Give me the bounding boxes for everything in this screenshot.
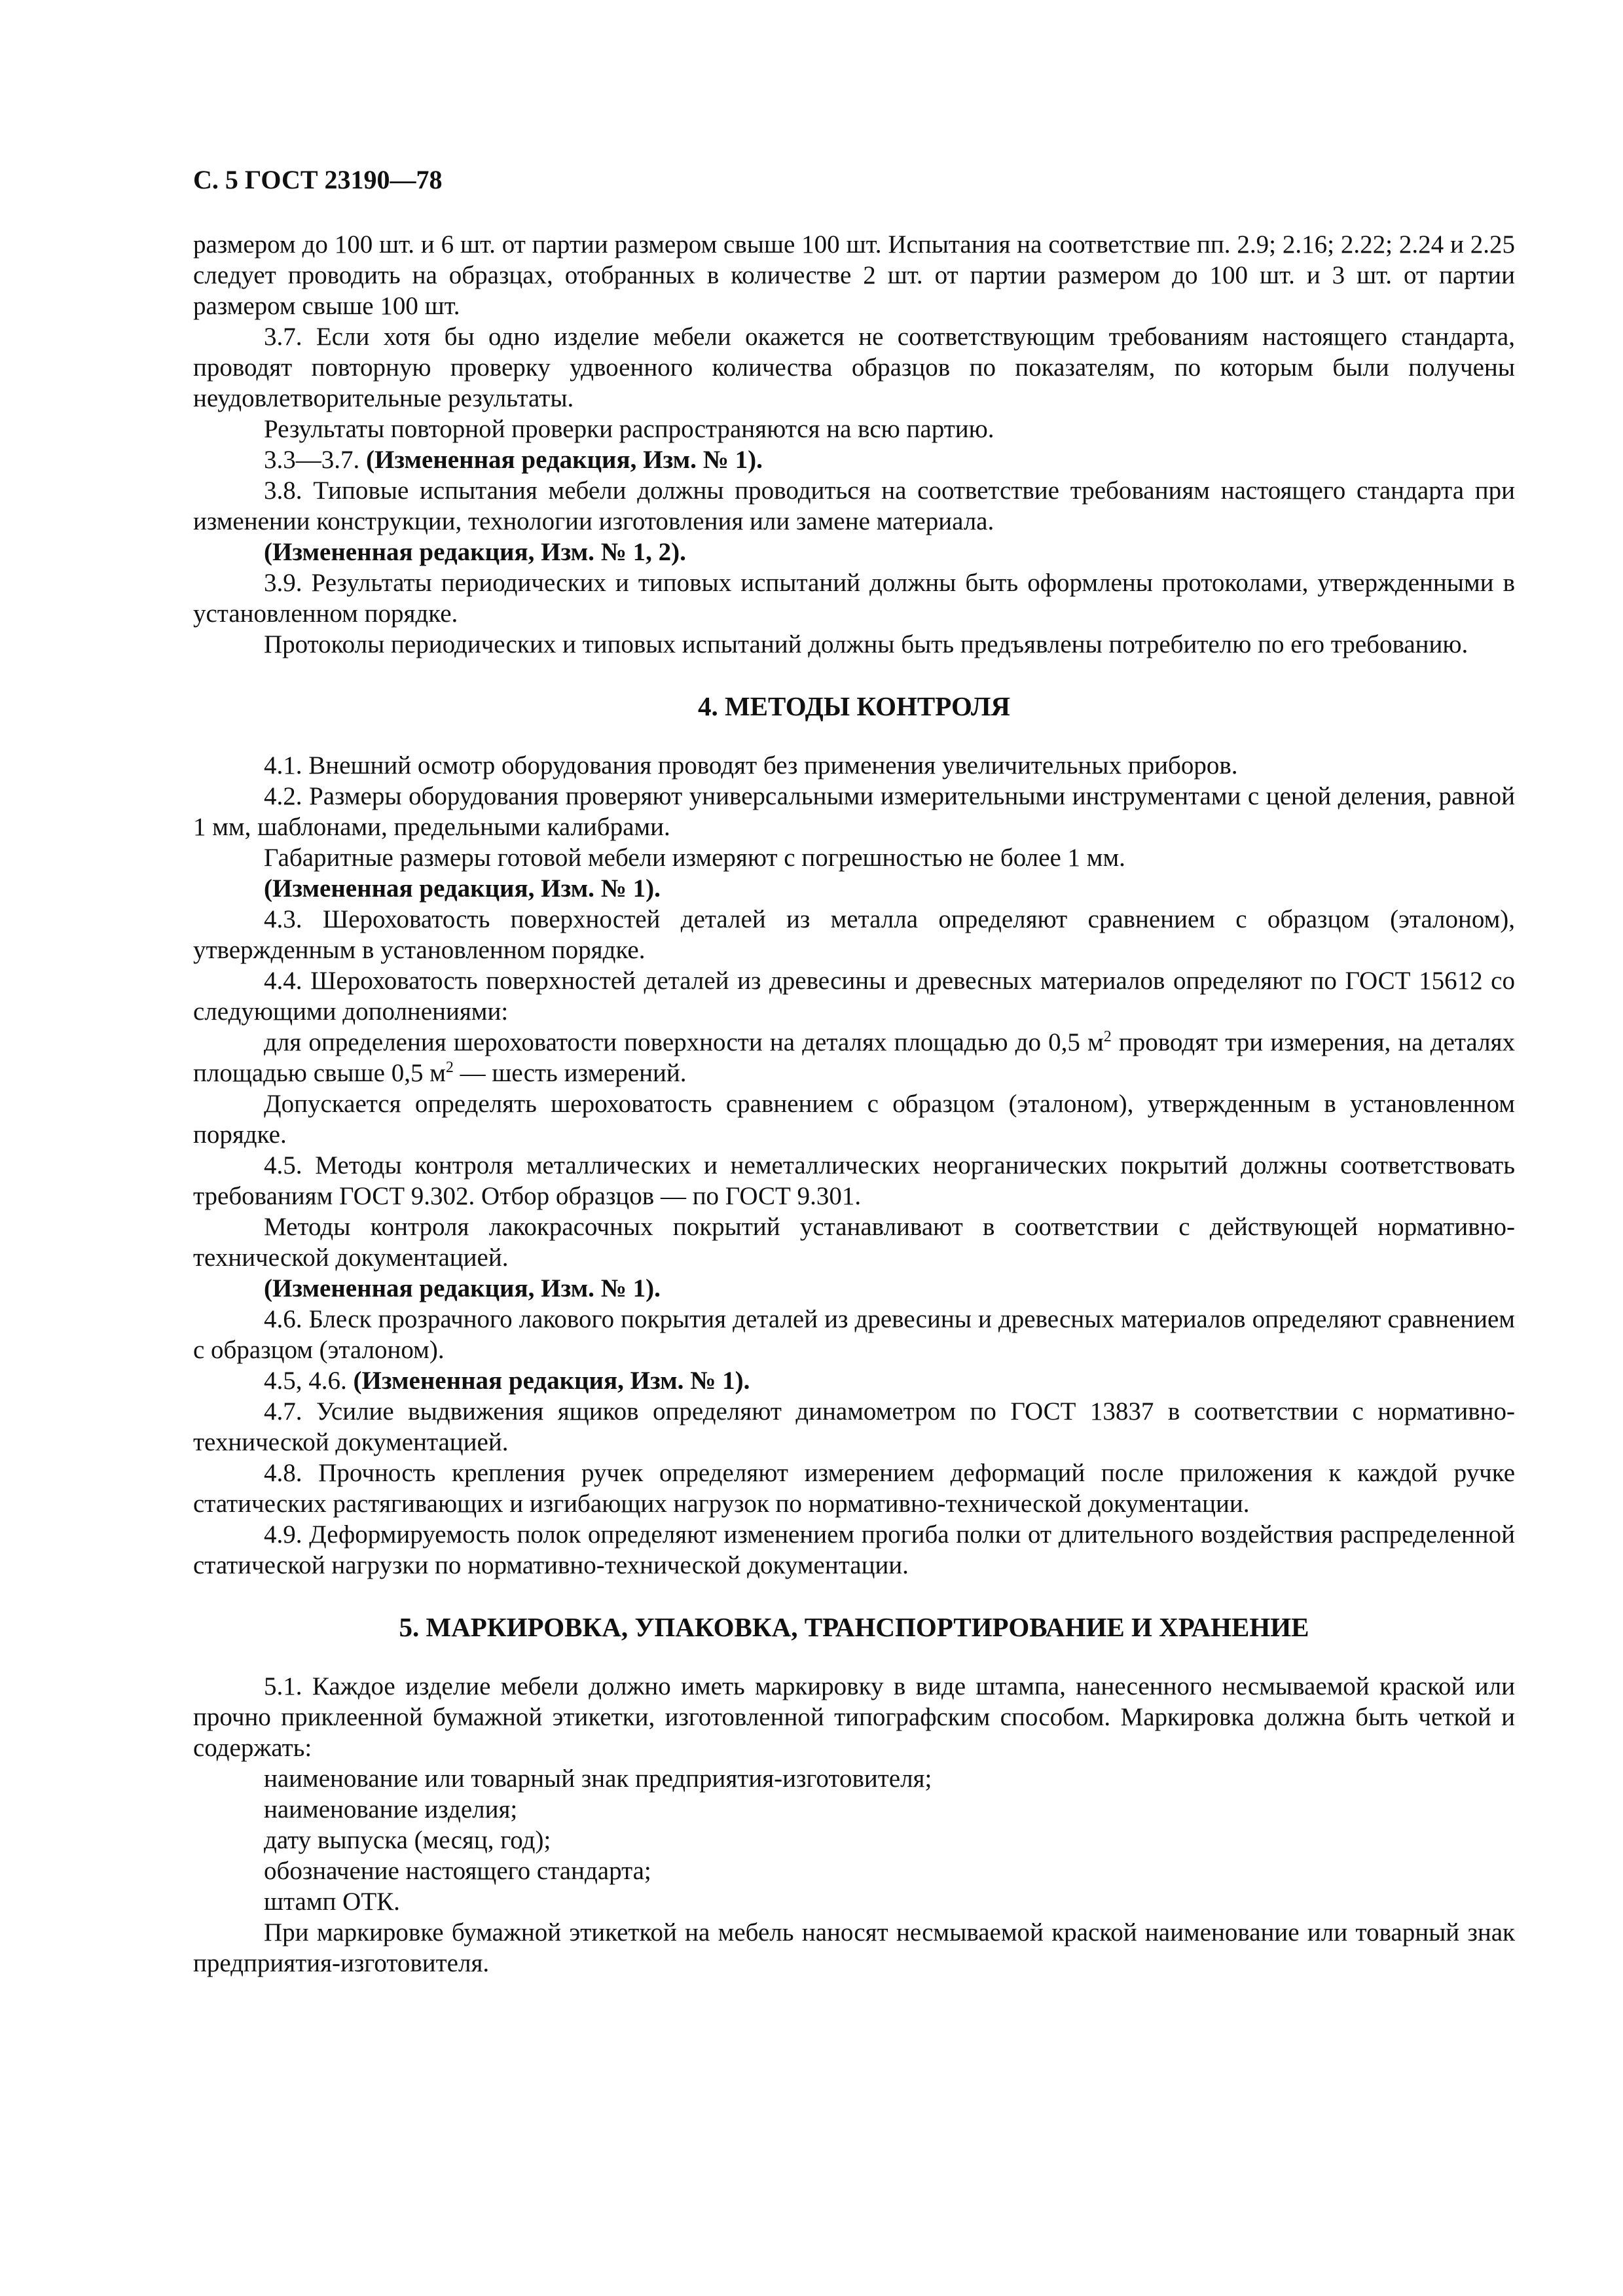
amendment-note: (Измененная редакция, Изм. № 1). — [264, 1274, 661, 1302]
paragraph-4-7: 4.7. Усилие выдвижения ящиков определяют динамометром по ГОСТ 13837 в соответствии с нормативно-технической документацией. — [193, 1397, 1515, 1456]
amendment-ref: 3.3—3.7. — [264, 446, 366, 474]
paragraph-4-1: 4.1. Внешний осмотр оборудования проводят без применения увеличительных приборов. — [264, 751, 1238, 780]
section-heading-5: 5. МАРКИРОВКА, УПАКОВКА, ТРАНСПОРТИРОВАНИЕ И ХРАНЕНИЕ — [399, 1612, 1309, 1642]
amendment-note: (Измененная редакция, Изм. № 1). — [353, 1367, 750, 1395]
section-heading-4: 4. МЕТОДЫ КОНТРОЛЯ — [697, 691, 1011, 721]
amendment-note: (Измененная редакция, Изм. № 1). — [264, 874, 661, 903]
paragraph-4-8: 4.8. Прочность крепления ручек определяют измерением деформаций после приложения к каждой ручке статических растягивающих и изгибающих нагрузок по нормативно-технической документации. — [193, 1459, 1515, 1518]
paragraph-4-5: 4.5. Методы контроля металлических и неметаллических неорганических покрытий должны соответствовать требованиям ГОСТ 9.302. Отбор образцов — по ГОСТ 9.301. — [193, 1151, 1515, 1210]
page-header: С. 5 ГОСТ 23190—78 — [193, 165, 443, 194]
amendment-4-5-4-6 — [193, 1365, 1515, 1396]
paragraph-4-2-overall: Габаритные размеры готовой мебели измеряют с погрешностью не более 1 мм. — [264, 844, 1125, 872]
amendment-note: (Измененная редакция, Изм. № 1, 2). — [264, 538, 686, 566]
paragraph-3-7: 3.7. Если хотя бы одно изделие мебели окажется не соответствующим требованиям настоящего стандарта, проводят повторную проверку удвоенного количества образцов по показателям, по которым были получены неудовлетворительные результаты. — [193, 323, 1515, 412]
paragraph-3-9: 3.9. Результаты периодических и типовых испытаний должны быть оформлены протоколами, утвержденными в установленном порядке. — [193, 569, 1515, 628]
paragraph-5-1: 5.1. Каждое изделие мебели должно иметь маркировку в виде штампа, нанесенного несмываемой краской или прочно приклеенной бумажной этикетки, изготовленной типографским способом. Маркировка должна быть четкой и содержать: — [193, 1672, 1515, 1762]
paragraph-4-6: 4.6. Блеск прозрачного лакового покрытия деталей из древесины и древесных материалов определяют сравнением с образцом (эталоном). — [193, 1305, 1515, 1364]
paragraph-4-4-allowed: Допускается определять шероховатость сравнением с образцом (эталоном), утвержденным в установленном порядке. — [193, 1090, 1515, 1149]
text-run: проводят три измерения, на деталях площадью свыше 0,5 м — [193, 1028, 1515, 1087]
list-item: штамп ОТК. — [264, 1888, 400, 1916]
list-item: наименование или товарный знак предприятия-изготовителя; — [264, 1765, 932, 1793]
amendment-note: (Измененная редакция, Изм. № 1). — [366, 446, 763, 474]
paragraph-4-4: 4.4. Шероховатость поверхностей деталей из древесины и древесных материалов определяют по ГОСТ 15612 со следующими дополнениями: — [193, 967, 1515, 1026]
paragraph-5-1-label: При маркировке бумажной этикеткой на мебель наносят несмываемой краской наименование или товарный знак предприятия-изготовителя. — [193, 1918, 1515, 1977]
paragraph-3-8: 3.8. Типовые испытания мебели должны проводиться на соответствие требованиям настоящего стандарта при изменении конструкции, технологии изготовления или замене материала. — [193, 476, 1515, 535]
list-item: дату выпуска (месяц, год); — [264, 1826, 551, 1854]
text-run: — шесть измерений. — [453, 1059, 687, 1087]
paragraph-3-9-protocols: Протоколы периодических и типовых испытаний должны быть предъявлены потребителю по его требованию. — [264, 630, 1468, 658]
list-item: наименование изделия; — [264, 1795, 518, 1823]
superscript: 2 — [445, 1059, 454, 1076]
text-run: для определения шероховатости поверхности на деталях площадью до 0,5 м — [264, 1028, 1104, 1056]
amendment-3-3-3-7 — [193, 444, 1515, 475]
paragraph-3-7-repeat: Результаты повторной проверки распространяются на всю партию. — [264, 415, 994, 443]
paragraph-4-2: 4.2. Размеры оборудования проверяют универсальными измерительными инструментами с ценой деления, равной 1 мм, шаблонами, предельными калибрами. — [193, 782, 1515, 841]
paragraph-4-9: 4.9. Деформируемость полок определяют изменением прогиба полки от длительного воздействия распределенной статической нагрузки по нормативно-технической документации. — [193, 1520, 1515, 1579]
paragraph-3-6-continuation: размером до 100 шт. и 6 шт. от партии размером свыше 100 шт. Испытания на соответствие пп. 2.9; 2.16; 2.22; 2.24 и 2.25 следует проводить на образцах, отобранных в количестве 2 шт. от партии размером до 100 шт. и 3 шт. от партии размером свыше 100 шт. — [193, 230, 1515, 320]
paragraph-4-5-paint: Методы контроля лакокрасочных покрытий устанавливают в соответствии с действующей нормативно-технической документацией. — [193, 1213, 1515, 1272]
paragraph-4-4-measurements — [193, 1027, 1515, 1088]
superscript: 2 — [1103, 1028, 1112, 1045]
paragraph-4-3: 4.3. Шероховатость поверхностей деталей из металла определяют сравнением с образцом (эталоном), утвержденным в установленном порядке. — [193, 905, 1515, 964]
amendment-ref: 4.5, 4.6. — [264, 1367, 354, 1395]
list-item: обозначение настоящего стандарта; — [264, 1857, 651, 1885]
